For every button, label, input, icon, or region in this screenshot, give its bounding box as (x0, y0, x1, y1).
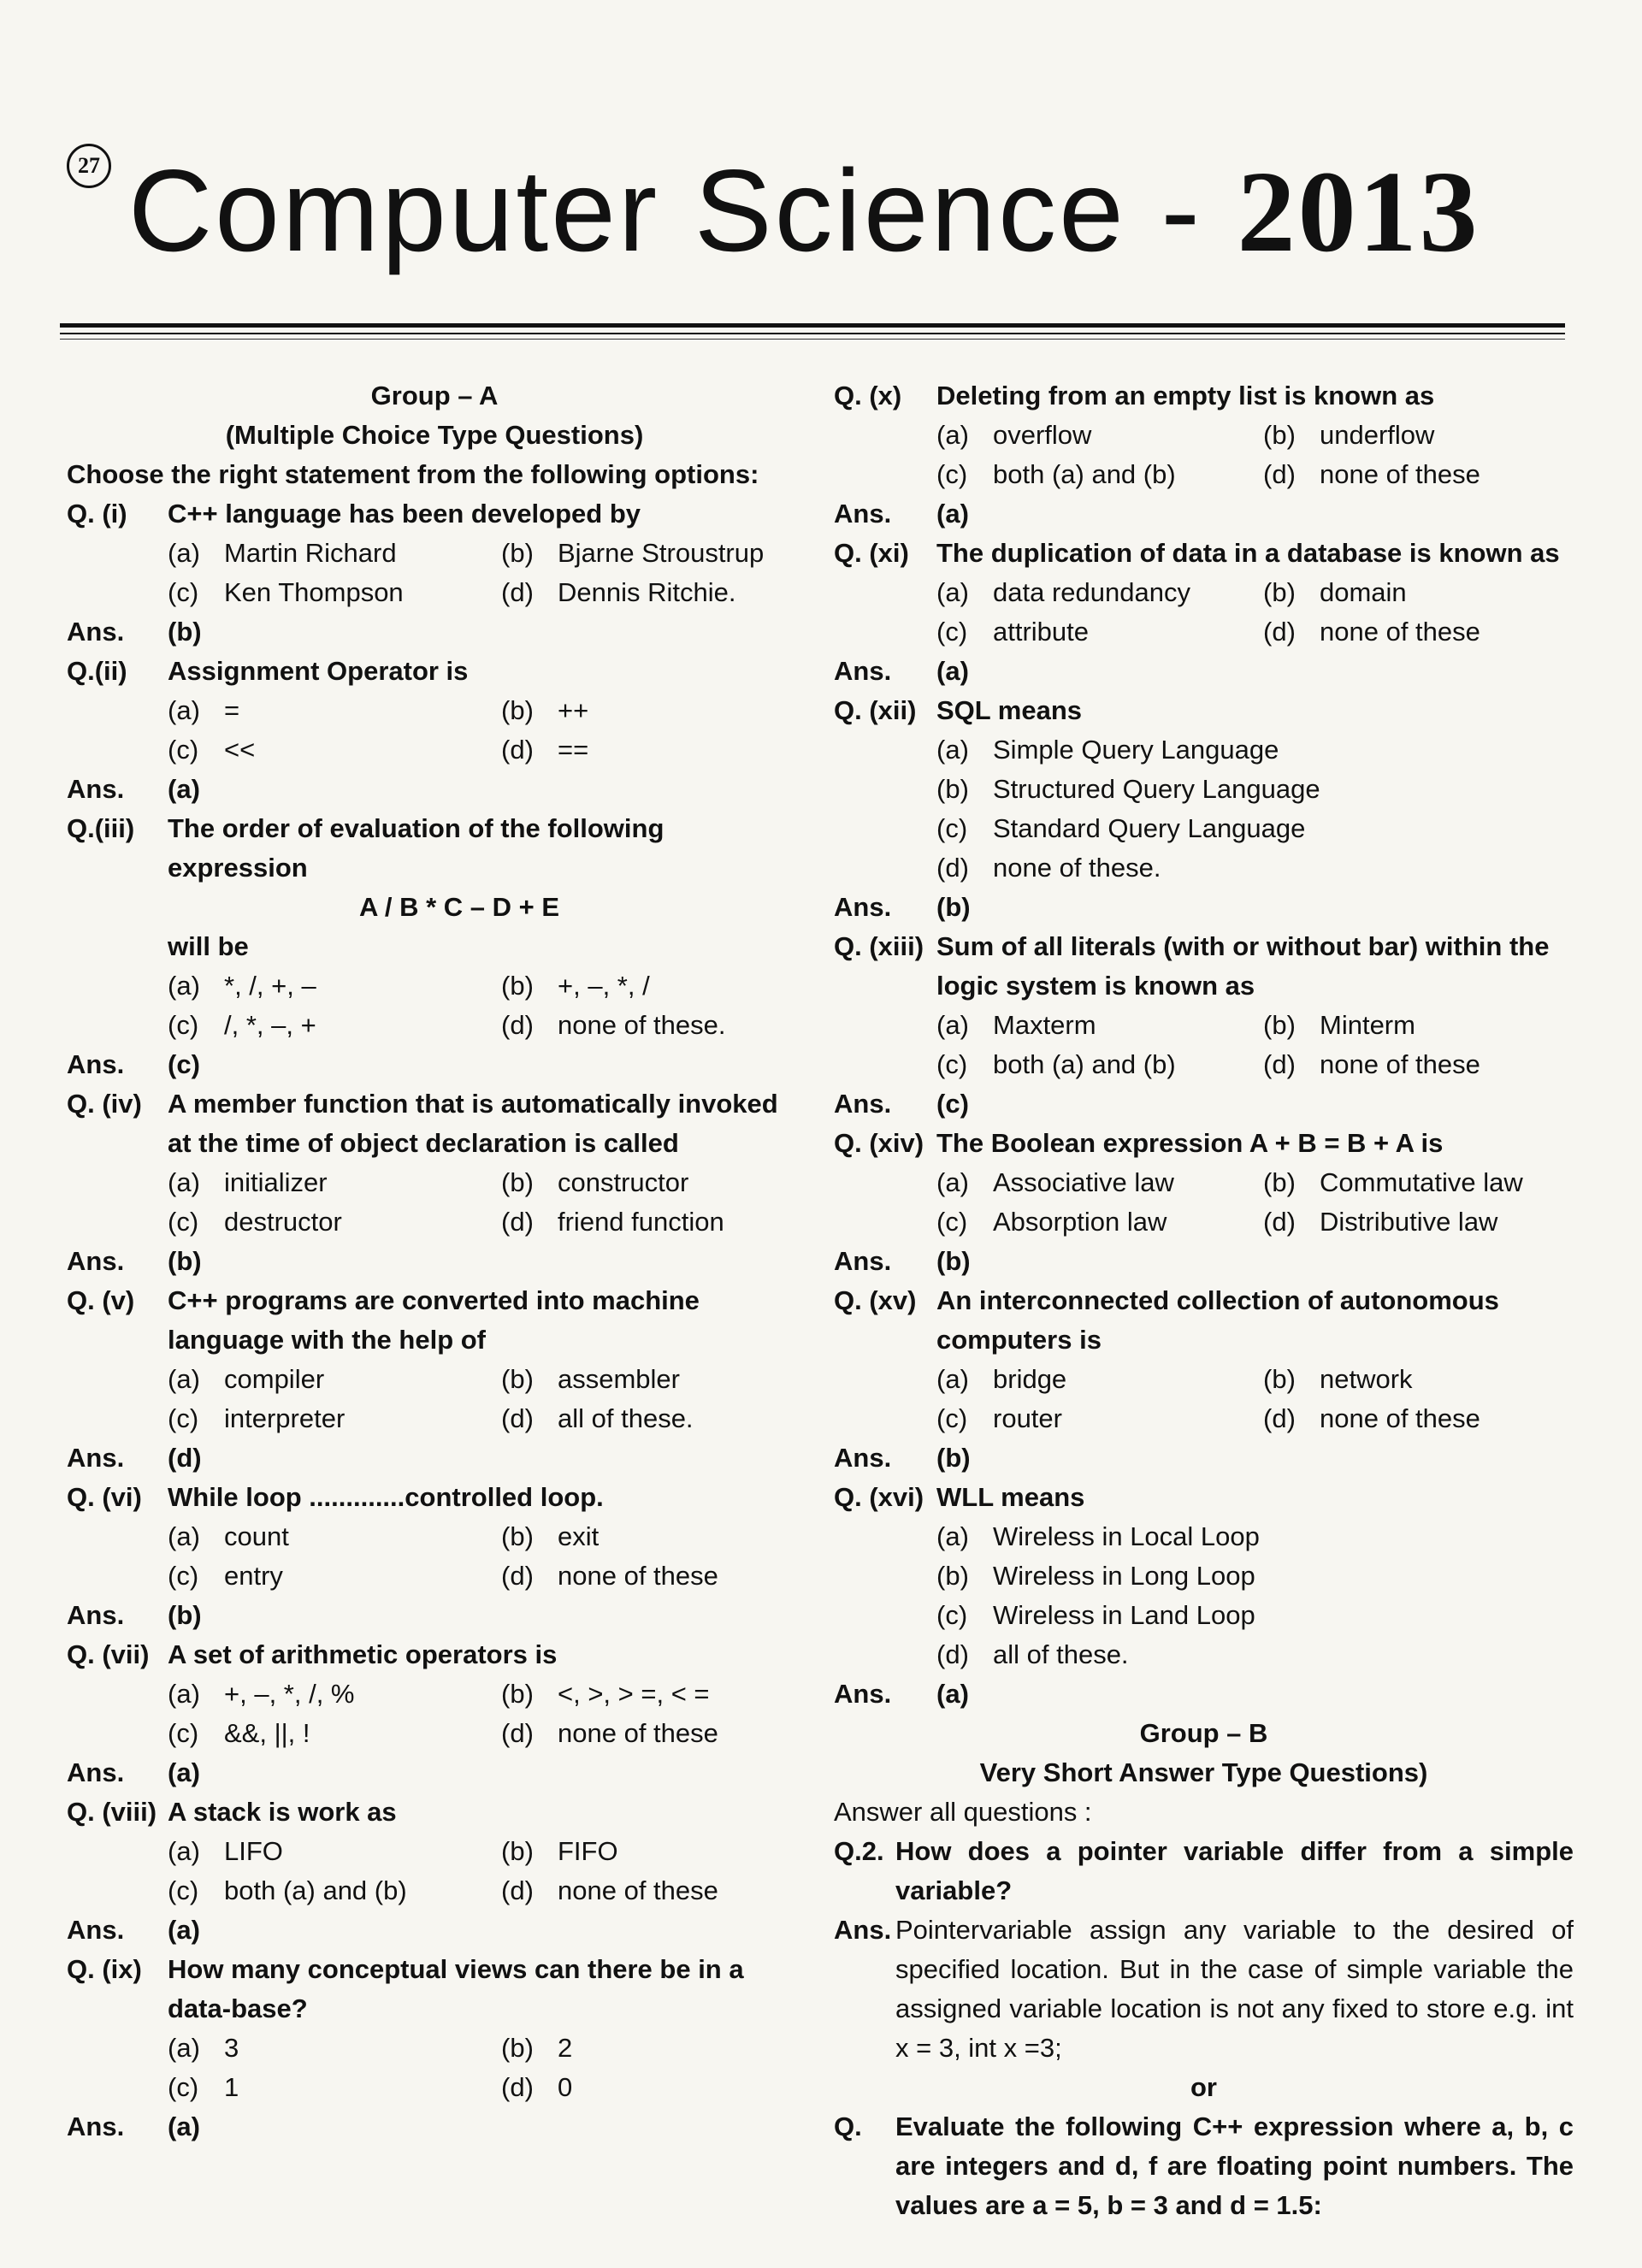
option-b: (b) network (1263, 1364, 1413, 1394)
option-a: (a) LIFO (168, 1836, 283, 1866)
right-column (834, 376, 1574, 2225)
group-a-subtitle: (Multiple Choice Type Questions) (225, 420, 644, 450)
question-2 (67, 652, 802, 691)
option-b: (b) ++ (501, 695, 589, 725)
question-14 (834, 1124, 1574, 1163)
option-d: (d) none of these (501, 1561, 718, 1591)
header-rule (60, 323, 1565, 328)
option-a: (a) count (168, 1521, 289, 1551)
option-c: (c) attribute (936, 617, 1090, 647)
page-number: 27 (67, 144, 111, 188)
header-rule-thin-2 (60, 339, 1565, 340)
option-d: (d) none of these (1263, 459, 1480, 489)
option-d: (d) friend function (501, 1207, 724, 1237)
option-c: (c) 1 (168, 2072, 239, 2102)
question-1 (67, 494, 802, 534)
question-4 (67, 1084, 802, 1163)
option-d: (d) Distributive law (1263, 1207, 1498, 1237)
answer: Ans. (b) (834, 892, 971, 922)
option-a: (a) Simple Query Language (936, 735, 1279, 765)
option-a: (a) Maxterm (936, 1010, 1096, 1040)
question-text: How many conceptual views can there be in a data-base? (168, 1954, 744, 2023)
instruction-b: Answer all questions : (834, 1797, 1092, 1827)
question-text: Assignment Operator is (168, 656, 469, 686)
options (168, 691, 802, 770)
answer: Ans. (a) (834, 1679, 969, 1709)
option-b: (b) assembler (501, 1364, 680, 1394)
option-c: (c) << (168, 735, 256, 765)
question-number: Q. (vi) (67, 1482, 142, 1512)
instruction: Choose the right statement from the following options: (67, 459, 759, 489)
or-separator: or (1190, 2072, 1217, 2102)
option-b: (b) constructor (501, 1167, 689, 1197)
option-d: (d) == (501, 735, 589, 765)
answer: Ans. (b) (67, 617, 202, 647)
option-a: (a) 3 (168, 2033, 239, 2063)
option-c: (c) destructor (168, 1207, 342, 1237)
question-number: Q. (xv) (834, 1285, 917, 1315)
options (936, 573, 1574, 652)
answer: Ans. (b) (67, 1246, 202, 1276)
question-text: Sum of all literals (with or without bar) within the logic system is known as (936, 931, 1550, 1001)
group-b-subtitle: Very Short Answer Type Questions) (979, 1757, 1428, 1787)
answer: Ans. (a) (834, 656, 969, 686)
option-c: (c) both (a) and (b) (936, 1049, 1176, 1079)
answer: Ans. (a) (67, 774, 200, 804)
option-d: (d) none of these (501, 1718, 718, 1748)
option-b: (b) domain (1263, 577, 1407, 607)
options (936, 1006, 1574, 1084)
option-d: (d) Dennis Ritchie. (501, 577, 736, 607)
question-number: Q. (x) (834, 381, 902, 410)
option-c: (c) interpreter (168, 1403, 346, 1433)
answer-2b: Ans. Pointervariable assign any variable to the desired of specified location. But in the case of simple variable the assigned variable location is not any fixed to store e.g. int x = 3, int x =3; (834, 1915, 1574, 2063)
question-text: A stack is work as (168, 1797, 397, 1827)
question-text: A member function that is automatically invoked at the time of object declaration is called (168, 1089, 778, 1158)
question-text: WLL means (936, 1482, 1085, 1512)
question-text: C++ programs are converted into machine language with the help of (168, 1285, 700, 1355)
option-b: (b) +, –, *, / (501, 971, 650, 1001)
answer: Ans. (a) (67, 2111, 200, 2141)
question-number: Q. (iv) (67, 1089, 142, 1119)
group-b-title: Group – B (1139, 1718, 1268, 1748)
question-9 (67, 1950, 802, 2029)
option-b: (b) <, >, > =, < = (501, 1679, 710, 1709)
options (168, 1163, 802, 1242)
options (936, 416, 1574, 494)
option-d: (d) none of these (1263, 1049, 1480, 1079)
answer: Ans. (b) (67, 1600, 202, 1630)
option-c: (c) Standard Query Language (936, 813, 1306, 843)
option-a: (a) Martin Richard (168, 538, 397, 568)
answer: Ans. (a) (67, 1757, 200, 1787)
option-d: (d) none of these. (936, 853, 1161, 883)
question-number: Q. (vii) (67, 1639, 150, 1669)
option-b: (b) FIFO (501, 1836, 618, 1866)
option-d: (d) none of these. (501, 1010, 726, 1040)
option-b: (b) Commutative law (1263, 1167, 1523, 1197)
answer: Ans. (b) (834, 1443, 971, 1473)
question-2b: Q.2. How does a pointer variable differ from a simple variable? (834, 1836, 1574, 1905)
title-year: 2013 (1237, 148, 1480, 276)
option-d: (d) 0 (501, 2072, 573, 2102)
question-5 (67, 1281, 802, 1360)
option-c: (c) Ken Thompson (168, 577, 404, 607)
question-text: The order of evaluation of the following expression (168, 813, 664, 883)
page-title (128, 145, 1480, 276)
question-text: The duplication of data in a database is known as (936, 538, 1560, 568)
option-a: (a) initializer (168, 1167, 328, 1197)
options (936, 1360, 1574, 1438)
option-a: (a) data redundancy (936, 577, 1190, 607)
options (936, 1517, 1574, 1674)
question-text: The Boolean expression A + B = B + A is (936, 1128, 1444, 1158)
answer: Ans. (c) (67, 1049, 200, 1079)
option-d: (d) all of these. (936, 1639, 1129, 1669)
question-evaluate: Q. Evaluate the following C++ expression where a, b, c are integers and d, f are floating point numbers. The values are a = 5, b = 3 and d = 1.5: (834, 2111, 1574, 2220)
option-c: (c) &&, ||, ! (168, 1718, 310, 1748)
question-text: While loop .............controlled loop. (168, 1482, 604, 1512)
options (168, 1832, 802, 1911)
question-10 (834, 376, 1574, 416)
options (936, 730, 1574, 888)
question-3 (67, 809, 802, 888)
options (936, 1163, 1574, 1242)
option-a: (a) overflow (936, 420, 1092, 450)
question-number: Q. (viii) (67, 1797, 157, 1827)
expression: A / B * C – D + E (359, 892, 559, 922)
header-rule-thin (60, 333, 1565, 334)
answer: Ans. (b) (834, 1246, 971, 1276)
option-a: (a) compiler (168, 1364, 325, 1394)
option-d: (d) all of these. (501, 1403, 694, 1433)
question-number: Q. (xii) (834, 695, 917, 725)
question-text: SQL means (936, 695, 1083, 725)
question-8 (67, 1793, 802, 1832)
question-number: Q. (ix) (67, 1954, 142, 1984)
question-number: Q. (xiii) (834, 931, 924, 961)
answer: Ans. (c) (834, 1089, 969, 1119)
question-text: C++ language has been developed by (168, 499, 641, 529)
question-number: Q. (i) (67, 499, 127, 529)
option-b: (b) Wireless in Long Loop (936, 1561, 1255, 1591)
answer: Ans. (d) (67, 1443, 202, 1473)
option-c: (c) /, *, –, + (168, 1010, 316, 1040)
option-d: (d) none of these (501, 1875, 718, 1905)
options (168, 1360, 802, 1438)
question-number: Q. (xiv) (834, 1128, 924, 1158)
answer: Ans. (a) (834, 499, 969, 529)
option-b: (b) exit (501, 1521, 600, 1551)
answer: Ans. (a) (67, 1915, 200, 1945)
option-c: (c) router (936, 1403, 1062, 1433)
question-11 (834, 534, 1574, 573)
question-number: Q. (xvi) (834, 1482, 924, 1512)
option-d: (d) none of these (1263, 617, 1480, 647)
left-column (67, 376, 802, 2147)
options (168, 1517, 802, 1596)
option-a: (a) Associative law (936, 1167, 1174, 1197)
question-text: A set of arithmetic operators is (168, 1639, 558, 1669)
question-12 (834, 691, 1574, 730)
options (168, 966, 802, 1045)
title-text: Computer Science - (128, 145, 1237, 275)
option-b: (b) 2 (501, 2033, 573, 2063)
option-a: (a) Wireless in Local Loop (936, 1521, 1260, 1551)
option-c: (c) both (a) and (b) (168, 1875, 407, 1905)
option-b: (b) Structured Query Language (936, 774, 1320, 804)
option-b: (b) Bjarne Stroustrup (501, 538, 765, 568)
option-a: (a) *, /, +, – (168, 971, 316, 1001)
question-number: Q. (xi) (834, 538, 909, 568)
option-b: (b) Minterm (1263, 1010, 1415, 1040)
option-a: (a) = (168, 695, 240, 725)
question-6 (67, 1478, 802, 1517)
options (168, 1674, 802, 1753)
question-16 (834, 1478, 1574, 1517)
question-text-cont: will be (168, 931, 249, 961)
question-number: Q.(iii) (67, 813, 135, 843)
question-7 (67, 1635, 802, 1674)
question-text: An interconnected collection of autonomous computers is (936, 1285, 1499, 1355)
option-c: (c) entry (168, 1561, 283, 1591)
options (168, 2029, 802, 2107)
option-d: (d) none of these (1263, 1403, 1480, 1433)
option-a: (a) bridge (936, 1364, 1067, 1394)
option-c: (c) Absorption law (936, 1207, 1167, 1237)
option-c: (c) both (a) and (b) (936, 459, 1176, 489)
group-a-title: Group – A (370, 381, 499, 410)
question-number: Q.(ii) (67, 656, 127, 686)
question-number: Q. (v) (67, 1285, 135, 1315)
option-b: (b) underflow (1263, 420, 1435, 450)
question-15 (834, 1281, 1574, 1360)
question-text: Deleting from an empty list is known as (936, 381, 1435, 410)
option-a: (a) +, –, *, /, % (168, 1679, 355, 1709)
option-c: (c) Wireless in Land Loop (936, 1600, 1255, 1630)
question-13 (834, 927, 1574, 1006)
options (168, 534, 802, 612)
